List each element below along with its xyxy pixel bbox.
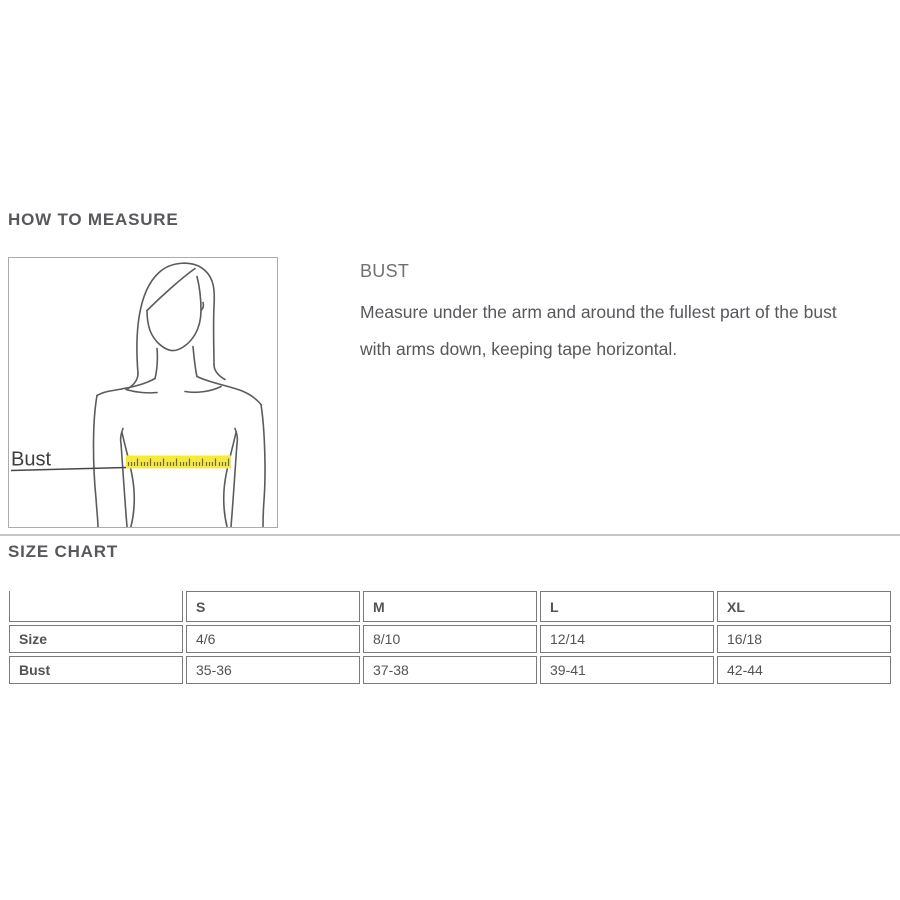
figure-bust-label: Bust xyxy=(11,448,52,471)
bust-measure-instructions xyxy=(360,261,900,368)
bust-value-l: 39-41 xyxy=(540,656,714,684)
bust-instructions-line-1: Measure under the arm and around the fullest part of the bust xyxy=(360,302,837,322)
column-header-m: M xyxy=(363,591,537,622)
size-value-l: 12/14 xyxy=(540,625,714,653)
bust-value-m: 37-38 xyxy=(363,656,537,684)
bust-tape-ticks xyxy=(126,456,231,469)
bust-heading: BUST xyxy=(360,261,410,281)
figure-outline xyxy=(94,263,266,526)
corner-cell xyxy=(9,591,183,622)
row-label-size: Size xyxy=(9,625,183,653)
bust-instructions-text xyxy=(360,294,900,368)
table-row-size xyxy=(9,625,891,653)
column-header-s: S xyxy=(186,591,360,622)
bust-value-s: 35-36 xyxy=(186,656,360,684)
size-value-s: 4/6 xyxy=(186,625,360,653)
body-outline-diagram xyxy=(9,258,277,527)
size-value-xl: 16/18 xyxy=(717,625,891,653)
section-divider xyxy=(0,534,900,536)
bust-value-xl: 42-44 xyxy=(717,656,891,684)
column-header-l: L xyxy=(540,591,714,622)
size-chart-table xyxy=(6,588,894,687)
bust-instructions-line-2: with arms down, keeping tape horizontal. xyxy=(360,339,678,359)
column-header-xl: XL xyxy=(717,591,891,622)
size-value-m: 8/10 xyxy=(363,625,537,653)
row-label-bust: Bust xyxy=(9,656,183,684)
how-to-measure-heading: HOW TO MEASURE xyxy=(8,210,179,229)
table-row-bust xyxy=(9,656,891,684)
size-chart-heading: SIZE CHART xyxy=(8,542,118,561)
measurement-figure-box xyxy=(8,257,278,528)
size-chart-header-row xyxy=(9,591,891,622)
